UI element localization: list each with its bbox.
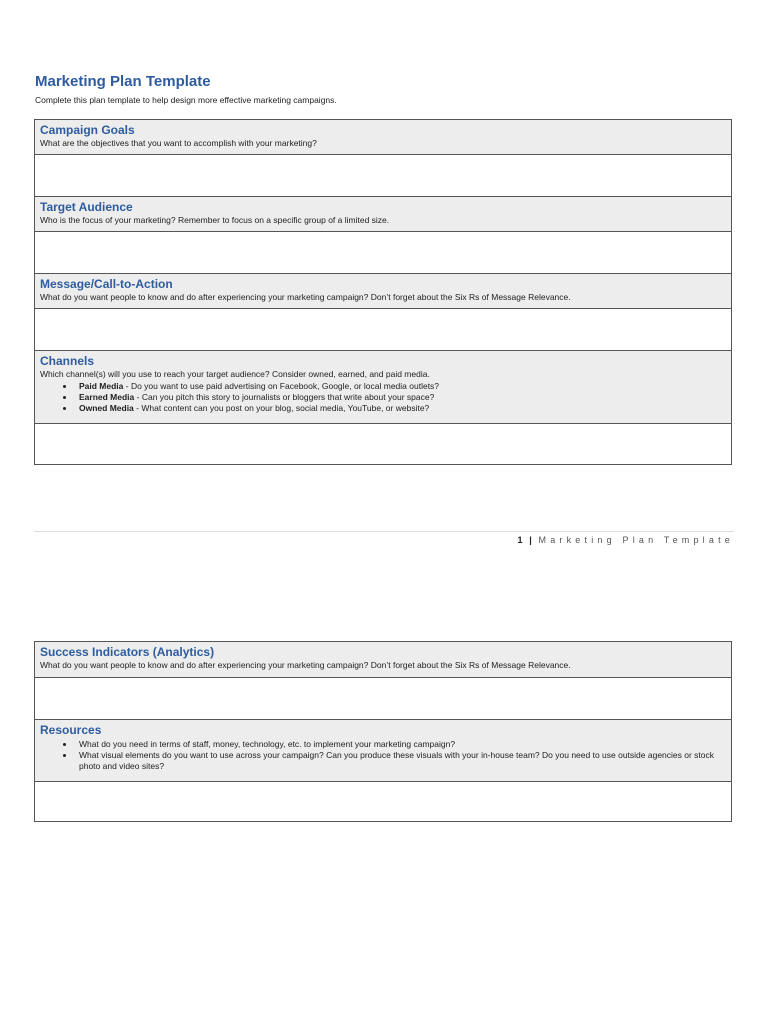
campaign-goals-input-area[interactable] [35, 155, 731, 197]
target-audience-title: Target Audience [40, 200, 133, 214]
page-subtitle: Complete this plan template to help design more effective marketing campaigns. [35, 95, 337, 105]
message-desc: What do you want people to know and do after experiencing your marketing campaign? Don’t forget about the Six Rs of Message Relevance. [40, 292, 571, 302]
list-item: • What do you need in terms of staff, money, technology, etc. to implement your marketing campaign? [75, 739, 726, 750]
success-indicators-header [35, 642, 731, 678]
target-audience-desc: Who is the focus of your marketing? Remember to focus on a specific group of a limited size. [40, 215, 390, 225]
footer-separator: | [529, 535, 532, 545]
campaign-goals-header [35, 120, 731, 155]
campaign-goals-desc: What are the objectives that you want to accomplish with your marketing? [40, 138, 317, 148]
page-number: 1 [517, 535, 523, 545]
channel-label: Paid Media [79, 381, 124, 391]
message-input-area[interactable] [35, 309, 731, 351]
channel-label: Owned Media [79, 403, 134, 413]
success-indicators-input-area[interactable] [35, 678, 731, 720]
channel-text: - What content can you post on your blog, social media, YouTube, or website? [133, 403, 430, 413]
success-indicators-desc: What do you want people to know and do after experiencing your marketing campaign? Don’t forget about the Six Rs of Message Relevance. [40, 660, 571, 670]
resources-input-area[interactable] [35, 782, 731, 821]
channel-label: Earned Media [79, 392, 135, 402]
campaign-goals-title: Campaign Goals [40, 123, 135, 137]
list-item [75, 403, 726, 414]
plan-table-1 [34, 119, 732, 465]
footer-label: Marketing Plan Template [538, 535, 734, 545]
success-indicators-title: Success Indicators (Analytics) [40, 645, 215, 659]
channel-text: - Can you pitch this story to journalists or bloggers that write about your space? [134, 392, 435, 402]
channels-desc: Which channel(s) will you use to reach your target audience? Consider owned, earned, and paid media. [40, 369, 430, 379]
target-audience-input-area[interactable] [35, 232, 731, 274]
footer-divider [34, 531, 734, 532]
page-title: Marketing Plan Template [35, 73, 211, 90]
page-footer [518, 535, 734, 545]
resources-title: Resources [40, 723, 102, 737]
channels-title: Channels [40, 354, 95, 368]
resources-list [40, 739, 726, 772]
message-title: Message/Call-to-Action [40, 277, 173, 291]
list-item [75, 381, 726, 392]
channels-header [35, 351, 731, 424]
channels-list [40, 381, 726, 414]
resources-header [35, 720, 731, 782]
channel-text: - Do you want to use paid advertising on Facebook, Google, or local media outlets? [123, 381, 440, 391]
list-item [75, 392, 726, 403]
plan-table-2 [34, 641, 732, 822]
channels-input-area[interactable] [35, 424, 731, 464]
target-audience-header [35, 197, 731, 232]
message-header [35, 274, 731, 309]
list-item: • What visual elements do you want to use across your campaign? Can you produce these visuals with your in-house team? Do you need to use outside agencies or stock photo and video sites? [75, 750, 726, 772]
